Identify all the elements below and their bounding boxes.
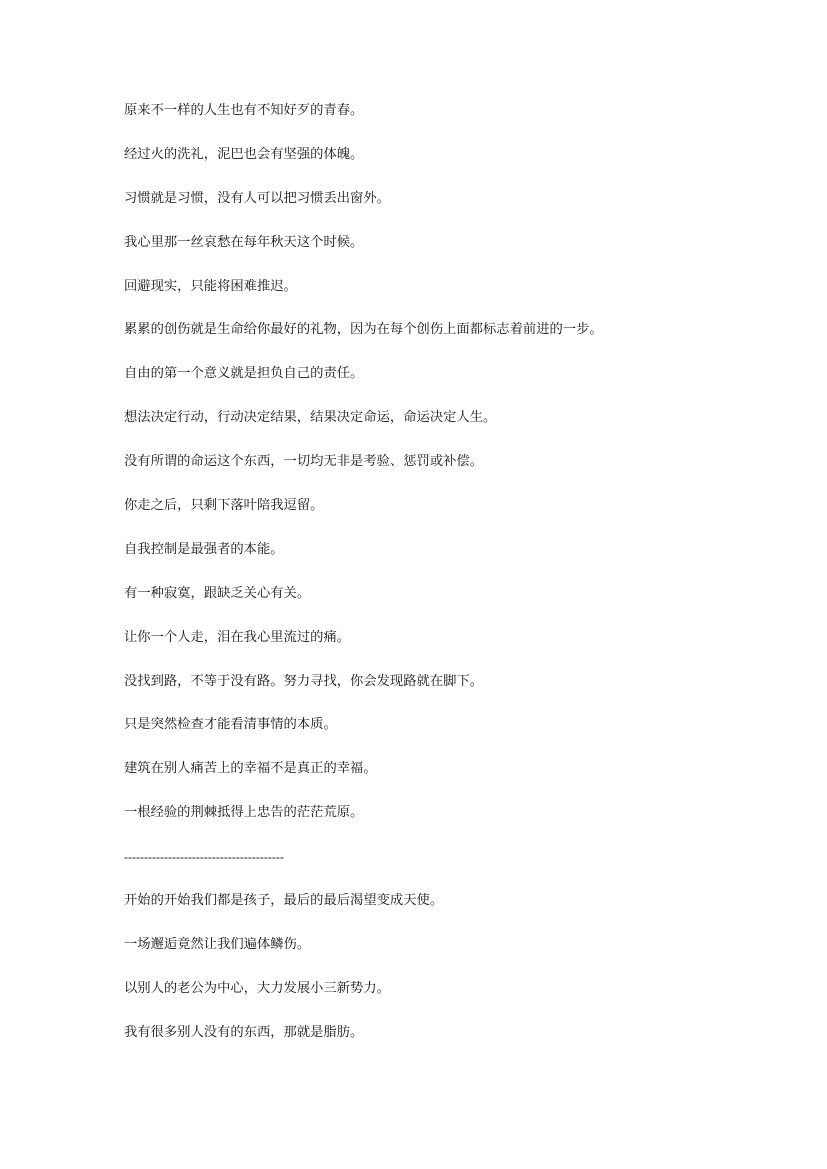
text-line: 只是突然检查才能看清事情的本质。 [124,717,337,733]
text-line: 累累的创伤就是生命给你最好的礼物，因为在每个创伤上面都标志着前进的一步。 [124,322,603,338]
text-line: 我有很多别人没有的东西，那就是脂肪。 [124,1024,364,1040]
text-line: 一场邂逅竟然让我们遍体鳞伤。 [124,936,311,952]
text-line: 有一种寂寞，跟缺乏关心有关。 [124,585,311,601]
section-separator: ---------------------------------------- [124,850,284,865]
text-line: 你走之后，只剩下落叶陪我逗留。 [124,498,324,514]
text-line: 自由的第一个意义就是担负自己的责任。 [124,366,364,382]
text-line: 以别人的老公为中心，大力发展小三新势力。 [124,980,390,996]
text-line: 一根经验的荆棘抵得上忠告的茫茫荒原。 [124,805,364,821]
text-line: 没找到路，不等于没有路。努力寻找，你会发现路就在脚下。 [124,673,484,689]
text-line: 建筑在别人痛苦上的幸福不是真正的幸福。 [124,761,377,777]
text-line: 我心里那一丝哀愁在每年秋天这个时候。 [124,234,364,250]
text-line: 习惯就是习惯，没有人可以把习惯丢出窗外。 [124,190,390,206]
text-line: 自我控制是最强者的本能。 [124,541,284,557]
text-line: 原来不一样的人生也有不知好歹的青春。 [124,103,364,118]
text-line: 让你一个人走，泪在我心里流过的痛。 [124,629,351,645]
document-body [124,100,804,1066]
text-line: 开始的开始我们都是孩子，最后的最后渴望变成天使。 [124,893,444,909]
text-line: 没有所谓的命运这个东西，一切均无非是考验、惩罚或补偿。 [124,454,484,470]
text-line: 想法决定行动，行动决定结果，结果决定命运，命运决定人生。 [124,410,497,426]
text-line: 经过火的洗礼，泥巴也会有坚强的体魄。 [124,146,364,162]
text-line: 回避现实，只能将困难推迟。 [124,278,297,294]
